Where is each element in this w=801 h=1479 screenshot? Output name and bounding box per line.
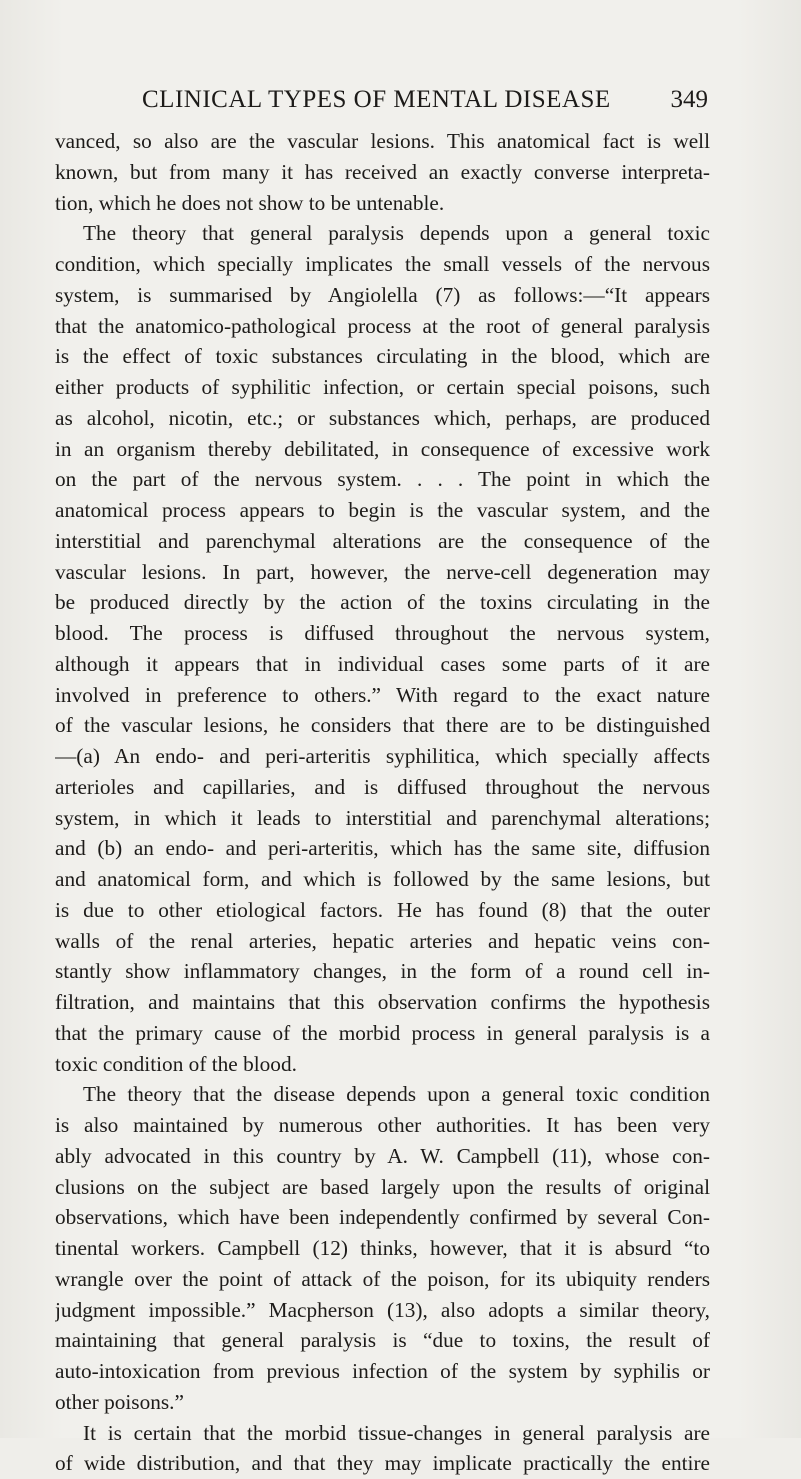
text-line: is the effect of toxic substances circulating in the blood, which are <box>55 344 710 369</box>
text-line: that the anatomico-pathological process at the root of general paralysis <box>55 313 710 338</box>
text-line: observations, which have been independently confirmed by several Con- <box>55 1205 710 1230</box>
text-line: vanced, so also are the vascular lesions. This anatomical fact is well <box>55 129 710 153</box>
text-line: involved in preference to others.” With regard to the exact nature <box>55 682 710 707</box>
text-line: and (b) an endo- and peri-arteritis, which has the same site, diffusion <box>55 836 710 861</box>
text-line: auto-intoxication from previous infection of the system by syphilis or <box>55 1359 710 1383</box>
text-line: is also maintained by numerous other authorities. It has been very <box>55 1113 710 1137</box>
text-line: judgment impossible.” Macpherson (13), also adopts a similar theory, <box>55 1297 710 1322</box>
text-line: stantly show inflammatory changes, in the form of a round cell in- <box>55 959 710 984</box>
text-line: maintaining that general paralysis is “due to toxins, the result of <box>55 1328 710 1353</box>
text-line: wrangle over the point of attack of the poison, for its ubiquity renders <box>55 1266 710 1291</box>
text-line: anatomical process appears to begin is the vascular system, and the <box>55 498 710 522</box>
text-line: be produced directly by the action of the toxins circulating in the <box>55 590 710 615</box>
text-line: blood. The process is diffused throughout the nervous system, <box>55 621 710 645</box>
text-line: that the primary cause of the morbid process in general paralysis is a <box>55 1020 710 1045</box>
text-line: —(a) An endo- and peri-arteritis syphilitica, which specially affects <box>55 744 710 768</box>
page-number: 349 <box>670 86 708 113</box>
text-line: known, but from many it has received an exactly converse interpreta- <box>55 159 710 184</box>
text-line: system, is summarised by Angiolella (7) as follows:—“It appears <box>55 282 710 307</box>
text-line: arterioles and capillaries, and is diffused throughout the nervous <box>55 774 710 799</box>
text-line: ably advocated in this country by A. W. Campbell (11), whose con- <box>55 1143 710 1168</box>
running-title: CLINICAL TYPES OF MENTAL DISEASE <box>142 86 611 113</box>
text-line: in an organism thereby debilitated, in consequence of excessive work <box>55 436 710 461</box>
text-line: filtration, and maintains that this observation confirms the hypothesis <box>55 990 710 1014</box>
text-line: and anatomical form, and which is followed by the same lesions, but <box>55 867 710 891</box>
text-line: system, in which it leads to interstitial and parenchymal alterations; <box>55 805 710 830</box>
text-line: is due to other etiological factors. He has found (8) that the outer <box>55 897 710 922</box>
text-line: It is certain that the morbid tissue-changes in general paralysis are <box>83 1420 710 1445</box>
text-line: tinental workers. Campbell (12) thinks, however, that it is absurd “to <box>55 1236 710 1260</box>
text-line: clusions on the subject are based largely upon the results of original <box>55 1174 710 1199</box>
text-line: The theory that general paralysis depends upon a general toxic <box>83 221 710 246</box>
text-line: The theory that the disease depends upon a general toxic condition <box>83 1082 710 1107</box>
text-line: as alcohol, nicotin, etc.; or substances which, perhaps, are produced <box>55 405 710 430</box>
text-line: on the part of the nervous system. . . . The point in which the <box>55 467 710 492</box>
text-line: toxic condition of the blood. <box>55 1051 297 1076</box>
text-line: vascular lesions. In part, however, the nerve-cell degeneration may <box>55 559 710 584</box>
text-line: walls of the renal arteries, hepatic arteries and hepatic veins con- <box>55 928 710 953</box>
running-head <box>138 86 708 122</box>
text-line: of the vascular lesions, he considers that there are to be distinguished <box>55 713 710 738</box>
body-text <box>55 126 710 1479</box>
text-line: condition, which specially implicates the small vessels of the nervous <box>55 252 710 276</box>
text-line: other poisons.” <box>55 1389 184 1414</box>
text-line: of wide distribution, and that they may implicate practically the entire <box>55 1451 710 1476</box>
text-line: although it appears that in individual cases some parts of it are <box>55 651 710 676</box>
text-line: interstitial and parenchymal alterations are the consequence of the <box>55 528 710 553</box>
text-line: tion, which he does not show to be untenable. <box>55 190 445 215</box>
text-line: either products of syphilitic infection, or certain special poisons, such <box>55 375 710 399</box>
